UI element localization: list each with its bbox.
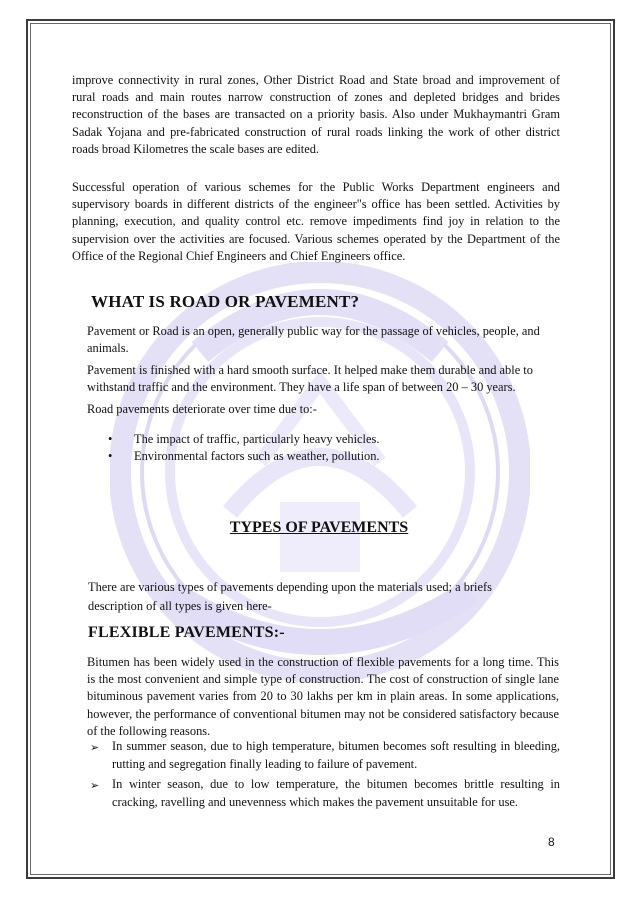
list-item — [90, 776, 560, 811]
point-text: In summer season, due to high temperature, bitumen becomes soft resulting in bleeding, rutting and segregation finally leading to failure of pavement. — [112, 739, 560, 771]
intro-paragraph-1: improve connectivity in rural zones, Other District Road and State broad and improvement of rural roads and main routes narrow construction of zones and depleted bridges and brides reconstruction of the bases are transacted on a priority basis. Also under Mukhaymantri Gram Sadak Yojana and pre-fabricated construction of rural roads linking the work of other district roads broad Kilometres the scale bases are edited. — [72, 73, 560, 156]
page-number: 8 — [548, 835, 555, 849]
road-paragraph-3: Road pavements deteriorate over time due to:- — [87, 402, 317, 416]
types-section-heading: TYPES OF PAVEMENTS — [229, 519, 409, 536]
list-item — [90, 738, 560, 773]
point-text: In winter season, due to low temperature, the bitumen becomes brittle resulting in cracking, ravelling and unevenness which makes the pavement unsuitable for use. — [112, 777, 560, 809]
flexible-paragraph: Bitumen has been widely used in the construction of flexible pavements for a long time. This is the most convenient and simple type of construction. The cost of construction of single lane bituminous pavement varies from 20 to 30 lakhs per km in plain areas. In some applications, however, the performance of conventional bitumen may not be considered satisfactory because of the following reasons. — [87, 655, 559, 738]
road-paragraph-1: Pavement or Road is an open, generally public way for the passage of vehicles, people, and animals. — [87, 324, 540, 356]
intro-paragraph-2: Successful operation of various schemes for the Public Works Department engineers and supervisory boards in different districts of the engineer"s office has been settled. Activities by planning, execution, and quality control etc. remove impediments find joy in relation to the supervision over the activities are focused. Various schemes operated by the Department of the Office of the Regional Chief Engineers and Chief Engineers office. — [72, 180, 560, 263]
road-paragraph-2: Pavement is finished with a hard smooth surface. It helped make them durable and able to withstand traffic and the environment. They have a life span of between 20 – 30 years. — [87, 363, 533, 395]
types-paragraph: There are various types of pavements depending upon the materials used; a briefs description of all types is given here- — [88, 580, 492, 613]
arrow-bullet-icon: ➢ — [90, 779, 100, 792]
list-item — [108, 431, 379, 448]
arrow-bullet-icon: ➢ — [90, 741, 100, 754]
road-section-heading: WHAT IS ROAD OR PAVEMENT? — [91, 292, 360, 311]
bullet-text: Environmental factors such as weather, pollution. — [134, 449, 380, 463]
bullet-icon: • — [108, 432, 113, 446]
bullet-text: The impact of traffic, particularly heavy vehicles. — [134, 432, 380, 446]
bullet-icon: • — [108, 449, 113, 463]
list-item — [108, 448, 380, 465]
flexible-section-heading: FLEXIBLE PAVEMENTS:- — [88, 624, 285, 641]
